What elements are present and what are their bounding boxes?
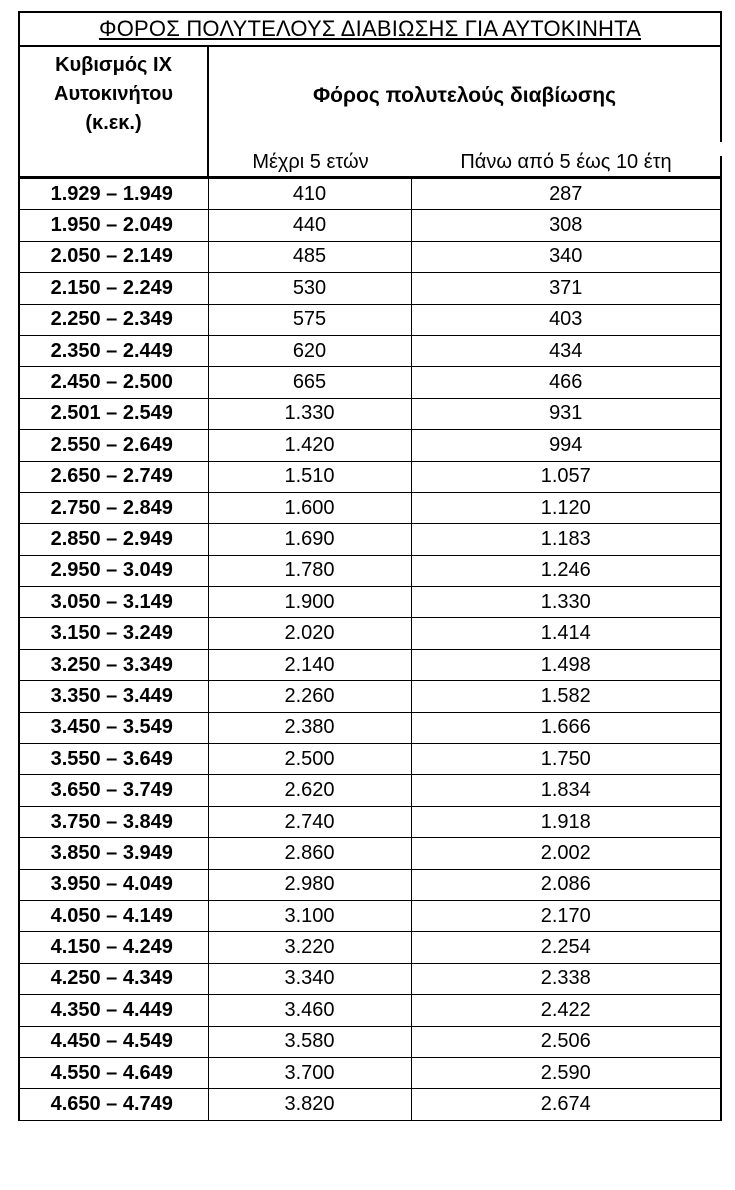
tax-up-to-5-years-cell: 665 bbox=[208, 367, 411, 398]
table-row bbox=[19, 430, 721, 461]
tax-up-to-5-years-cell: 440 bbox=[208, 210, 411, 241]
table-row bbox=[19, 963, 721, 994]
tax-5-to-10-years-cell: 1.246 bbox=[411, 555, 721, 586]
tax-5-to-10-years-cell: 931 bbox=[411, 398, 721, 429]
engine-range-cell: 3.950 – 4.049 bbox=[19, 869, 208, 900]
table-row bbox=[19, 1026, 721, 1057]
tax-up-to-5-years-cell: 1.510 bbox=[208, 461, 411, 492]
tax-up-to-5-years-cell: 1.330 bbox=[208, 398, 411, 429]
table-row bbox=[19, 179, 721, 210]
tax-5-to-10-years-cell: 2.590 bbox=[411, 1057, 721, 1088]
engine-range-cell: 2.450 – 2.500 bbox=[19, 367, 208, 398]
tax-up-to-5-years-cell: 1.900 bbox=[208, 587, 411, 618]
tax-up-to-5-years-cell: 3.580 bbox=[208, 1026, 411, 1057]
table-row bbox=[19, 492, 721, 523]
table-row bbox=[19, 681, 721, 712]
engine-range-cell: 3.450 – 3.549 bbox=[19, 712, 208, 743]
tax-5-to-10-years-cell: 2.086 bbox=[411, 869, 721, 900]
tax-5-to-10-years-cell: 371 bbox=[411, 273, 721, 304]
tax-5-to-10-years-cell: 1.666 bbox=[411, 712, 721, 743]
engine-range-cell: 3.750 – 3.849 bbox=[19, 806, 208, 837]
tax-up-to-5-years-cell: 2.740 bbox=[208, 806, 411, 837]
tax-5-to-10-years-cell: 2.506 bbox=[411, 1026, 721, 1057]
engine-range-cell: 4.250 – 4.349 bbox=[19, 963, 208, 994]
tax-up-to-5-years-cell: 2.260 bbox=[208, 681, 411, 712]
engine-range-cell: 3.650 – 3.749 bbox=[19, 775, 208, 806]
tax-table bbox=[18, 178, 722, 1121]
column-header-up-to-5-years: Μέχρι 5 ετών bbox=[252, 151, 369, 173]
engine-range-cell: 4.350 – 4.449 bbox=[19, 995, 208, 1026]
tax-5-to-10-years-cell: 2.002 bbox=[411, 838, 721, 869]
table-row bbox=[19, 995, 721, 1026]
engine-range-cell: 2.850 – 2.949 bbox=[19, 524, 208, 555]
tax-5-to-10-years-cell: 434 bbox=[411, 335, 721, 366]
table-row bbox=[19, 744, 721, 775]
tax-up-to-5-years-cell: 3.700 bbox=[208, 1057, 411, 1088]
tax-5-to-10-years-cell: 1.183 bbox=[411, 524, 721, 555]
table-row bbox=[19, 524, 721, 555]
tax-up-to-5-years-cell: 2.860 bbox=[208, 838, 411, 869]
engine-range-cell: 3.150 – 3.249 bbox=[19, 618, 208, 649]
engine-range-cell: 4.150 – 4.249 bbox=[19, 932, 208, 963]
tax-up-to-5-years-cell: 3.340 bbox=[208, 963, 411, 994]
table-row bbox=[19, 587, 721, 618]
engine-header-line2: Αυτοκινήτου bbox=[54, 83, 173, 105]
engine-range-cell: 3.050 – 3.149 bbox=[19, 587, 208, 618]
table-row bbox=[19, 1057, 721, 1088]
tax-up-to-5-years-cell: 2.020 bbox=[208, 618, 411, 649]
table-row bbox=[19, 618, 721, 649]
table-title: ΦΟΡΟΣ ΠΟΛΥΤΕΛΟΥΣ ΔΙΑΒΙΩΣΗΣ ΓΙΑ ΑΥΤΟΚΙΝΗΤΑ bbox=[18, 11, 722, 47]
border-notch bbox=[720, 142, 722, 156]
tax-5-to-10-years-cell: 1.582 bbox=[411, 681, 721, 712]
tax-up-to-5-years-cell: 3.100 bbox=[208, 900, 411, 931]
engine-range-cell: 2.950 – 3.049 bbox=[19, 555, 208, 586]
table-row bbox=[19, 461, 721, 492]
column-header-5-to-10-years: Πάνω από 5 έως 10 έτη bbox=[460, 151, 672, 173]
tax-5-to-10-years-cell: 1.918 bbox=[411, 806, 721, 837]
table-row bbox=[19, 367, 721, 398]
table-row bbox=[19, 241, 721, 272]
tax-5-to-10-years-cell: 994 bbox=[411, 430, 721, 461]
engine-range-cell: 2.750 – 2.849 bbox=[19, 492, 208, 523]
tax-up-to-5-years-cell: 3.220 bbox=[208, 932, 411, 963]
table-row bbox=[19, 304, 721, 335]
tax-5-to-10-years-cell: 340 bbox=[411, 241, 721, 272]
table-row bbox=[19, 775, 721, 806]
tax-5-to-10-years-cell: 287 bbox=[411, 179, 721, 210]
tax-5-to-10-years-cell: 2.338 bbox=[411, 963, 721, 994]
tax-5-to-10-years-cell: 1.330 bbox=[411, 587, 721, 618]
table-header bbox=[18, 47, 722, 178]
engine-range-cell: 3.550 – 3.649 bbox=[19, 744, 208, 775]
engine-range-cell: 2.650 – 2.749 bbox=[19, 461, 208, 492]
table-row bbox=[19, 1089, 721, 1120]
table-row bbox=[19, 273, 721, 304]
tax-up-to-5-years-cell: 575 bbox=[208, 304, 411, 335]
tax-5-to-10-years-cell: 2.422 bbox=[411, 995, 721, 1026]
tax-up-to-5-years-cell: 1.420 bbox=[208, 430, 411, 461]
tax-up-to-5-years-cell: 485 bbox=[208, 241, 411, 272]
engine-range-cell: 2.350 – 2.449 bbox=[19, 335, 208, 366]
tax-up-to-5-years-cell: 1.780 bbox=[208, 555, 411, 586]
table-row bbox=[19, 900, 721, 931]
engine-range-cell: 1.950 – 2.049 bbox=[19, 210, 208, 241]
tax-up-to-5-years-cell: 2.380 bbox=[208, 712, 411, 743]
table-row bbox=[19, 210, 721, 241]
tax-5-to-10-years-cell: 1.750 bbox=[411, 744, 721, 775]
tax-5-to-10-years-cell: 1.414 bbox=[411, 618, 721, 649]
tax-5-to-10-years-cell: 308 bbox=[411, 210, 721, 241]
tax-up-to-5-years-cell: 2.140 bbox=[208, 649, 411, 680]
engine-range-cell: 2.150 – 2.249 bbox=[19, 273, 208, 304]
table-row bbox=[19, 649, 721, 680]
engine-range-cell: 1.929 – 1.949 bbox=[19, 179, 208, 210]
engine-range-cell: 2.501 – 2.549 bbox=[19, 398, 208, 429]
tax-5-to-10-years-cell: 1.120 bbox=[411, 492, 721, 523]
tax-up-to-5-years-cell: 2.620 bbox=[208, 775, 411, 806]
table-row bbox=[19, 932, 721, 963]
engine-range-cell: 4.550 – 4.649 bbox=[19, 1057, 208, 1088]
tax-up-to-5-years-cell: 1.600 bbox=[208, 492, 411, 523]
table-row bbox=[19, 838, 721, 869]
tax-5-to-10-years-cell: 403 bbox=[411, 304, 721, 335]
table-row bbox=[19, 869, 721, 900]
tax-up-to-5-years-cell: 530 bbox=[208, 273, 411, 304]
tax-5-to-10-years-cell: 2.254 bbox=[411, 932, 721, 963]
table-row bbox=[19, 806, 721, 837]
engine-range-cell: 4.450 – 4.549 bbox=[19, 1026, 208, 1057]
engine-range-cell: 2.550 – 2.649 bbox=[19, 430, 208, 461]
tax-5-to-10-years-cell: 1.057 bbox=[411, 461, 721, 492]
engine-capacity-header bbox=[20, 47, 209, 176]
engine-range-cell: 3.250 – 3.349 bbox=[19, 649, 208, 680]
engine-range-cell: 2.250 – 2.349 bbox=[19, 304, 208, 335]
engine-range-cell: 2.050 – 2.149 bbox=[19, 241, 208, 272]
tax-table-body bbox=[19, 179, 721, 1121]
table-row bbox=[19, 335, 721, 366]
tax-5-to-10-years-cell: 1.498 bbox=[411, 649, 721, 680]
tax-5-to-10-years-cell: 1.834 bbox=[411, 775, 721, 806]
engine-header-line3: (κ.εκ.) bbox=[85, 112, 142, 134]
tax-up-to-5-years-cell: 2.980 bbox=[208, 869, 411, 900]
engine-header-line1: Κυβισμός ΙΧ bbox=[55, 54, 172, 76]
table-row bbox=[19, 555, 721, 586]
engine-range-cell: 3.350 – 3.449 bbox=[19, 681, 208, 712]
table-row bbox=[19, 712, 721, 743]
tax-up-to-5-years-cell: 2.500 bbox=[208, 744, 411, 775]
tax-5-to-10-years-cell: 466 bbox=[411, 367, 721, 398]
engine-range-cell: 3.850 – 3.949 bbox=[19, 838, 208, 869]
tax-up-to-5-years-cell: 1.690 bbox=[208, 524, 411, 555]
table-row bbox=[19, 398, 721, 429]
tax-5-to-10-years-cell: 2.674 bbox=[411, 1089, 721, 1120]
tax-up-to-5-years-cell: 620 bbox=[208, 335, 411, 366]
engine-range-cell: 4.050 – 4.149 bbox=[19, 900, 208, 931]
tax-up-to-5-years-cell: 3.460 bbox=[208, 995, 411, 1026]
tax-table-sheet bbox=[18, 11, 722, 1121]
tax-up-to-5-years-cell: 3.820 bbox=[208, 1089, 411, 1120]
luxury-tax-group-header: Φόρος πολυτελούς διαβίωσης bbox=[312, 84, 617, 107]
engine-range-cell: 4.650 – 4.749 bbox=[19, 1089, 208, 1120]
tax-up-to-5-years-cell: 410 bbox=[208, 179, 411, 210]
tax-5-to-10-years-cell: 2.170 bbox=[411, 900, 721, 931]
